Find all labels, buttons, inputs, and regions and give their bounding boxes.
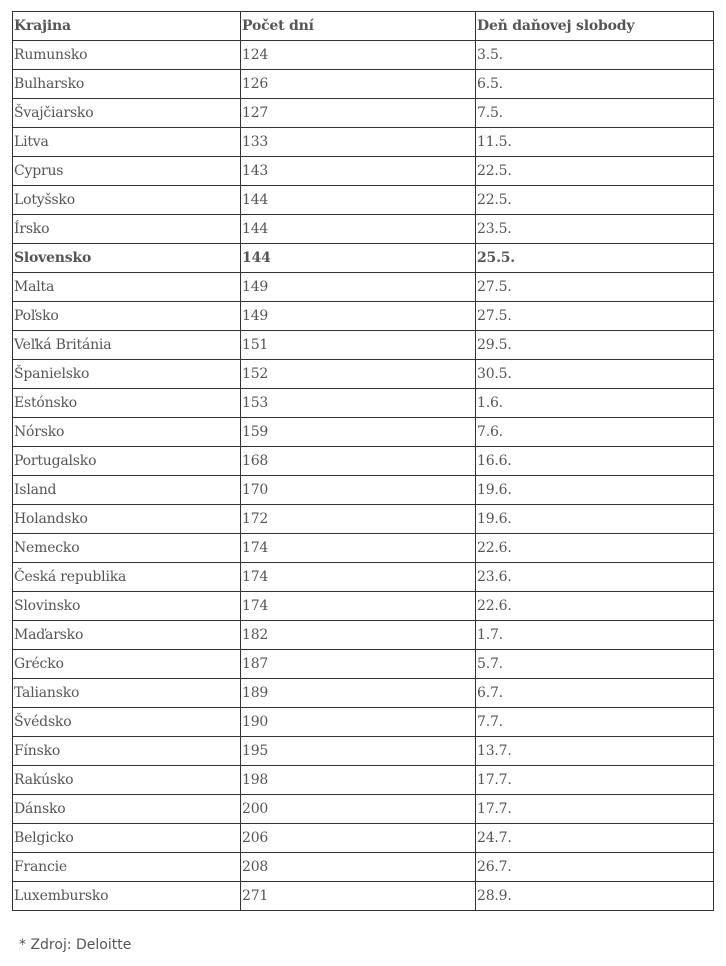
tax-freedom-day-table: [12, 11, 714, 911]
cell-days: 126: [241, 70, 476, 99]
cell-days: 198: [241, 766, 476, 795]
cell-country: Fínsko: [13, 737, 241, 766]
cell-freedom-day: 6.5.: [476, 70, 714, 99]
table-row: [13, 41, 714, 70]
cell-country: Portugalsko: [13, 447, 241, 476]
table-row: [13, 128, 714, 157]
cell-freedom-day: 7.6.: [476, 418, 714, 447]
table-row: [13, 795, 714, 824]
table-row: [13, 766, 714, 795]
cell-days: 144: [241, 186, 476, 215]
cell-days: 127: [241, 99, 476, 128]
table-row: [13, 215, 714, 244]
cell-freedom-day: 19.6.: [476, 505, 714, 534]
cell-country: Poľsko: [13, 302, 241, 331]
cell-country: Belgicko: [13, 824, 241, 853]
table-header-row: [13, 12, 714, 41]
cell-freedom-day: 11.5.: [476, 128, 714, 157]
cell-freedom-day: 22.6.: [476, 534, 714, 563]
cell-days: 174: [241, 534, 476, 563]
cell-days: 271: [241, 882, 476, 911]
cell-country: Luxembursko: [13, 882, 241, 911]
table-row: [13, 563, 714, 592]
cell-freedom-day: 26.7.: [476, 853, 714, 882]
cell-country: Island: [13, 476, 241, 505]
cell-days: 195: [241, 737, 476, 766]
cell-days: 206: [241, 824, 476, 853]
cell-days: 133: [241, 128, 476, 157]
table-row: [13, 824, 714, 853]
cell-country: Cyprus: [13, 157, 241, 186]
cell-country: Estónsko: [13, 389, 241, 418]
cell-days: 174: [241, 592, 476, 621]
cell-freedom-day: 1.7.: [476, 621, 714, 650]
cell-country: Litva: [13, 128, 241, 157]
cell-country: Švajčiarsko: [13, 99, 241, 128]
table-row: [13, 273, 714, 302]
table-row: [13, 244, 714, 273]
cell-country: Nemecko: [13, 534, 241, 563]
table-row: [13, 737, 714, 766]
cell-days: 124: [241, 41, 476, 70]
cell-freedom-day: 22.5.: [476, 186, 714, 215]
cell-freedom-day: 13.7.: [476, 737, 714, 766]
cell-days: 149: [241, 273, 476, 302]
cell-freedom-day: 6.7.: [476, 679, 714, 708]
cell-freedom-day: 27.5.: [476, 302, 714, 331]
cell-days: 189: [241, 679, 476, 708]
cell-freedom-day: 19.6.: [476, 476, 714, 505]
cell-days: 149: [241, 302, 476, 331]
cell-freedom-day: 16.6.: [476, 447, 714, 476]
cell-freedom-day: 1.6.: [476, 389, 714, 418]
cell-freedom-day: 22.5.: [476, 157, 714, 186]
cell-country: Dánsko: [13, 795, 241, 824]
table-row: [13, 331, 714, 360]
table-body: [13, 41, 714, 911]
table-row: [13, 418, 714, 447]
cell-country: Taliansko: [13, 679, 241, 708]
header-days: Počet dní: [241, 12, 476, 41]
cell-freedom-day: 28.9.: [476, 882, 714, 911]
cell-freedom-day: 17.7.: [476, 766, 714, 795]
cell-days: 190: [241, 708, 476, 737]
cell-days: 187: [241, 650, 476, 679]
table-row: [13, 70, 714, 99]
cell-freedom-day: 5.7.: [476, 650, 714, 679]
cell-country: Bulharsko: [13, 70, 241, 99]
cell-freedom-day: 24.7.: [476, 824, 714, 853]
cell-country: Holandsko: [13, 505, 241, 534]
cell-freedom-day: 7.7.: [476, 708, 714, 737]
table-row: [13, 157, 714, 186]
table-row: [13, 650, 714, 679]
header-country: Krajina: [13, 12, 241, 41]
cell-country: Švédsko: [13, 708, 241, 737]
cell-days: 168: [241, 447, 476, 476]
table-row: [13, 708, 714, 737]
cell-country: Španielsko: [13, 360, 241, 389]
cell-freedom-day: 17.7.: [476, 795, 714, 824]
cell-days: 182: [241, 621, 476, 650]
cell-freedom-day: 30.5.: [476, 360, 714, 389]
cell-freedom-day: 22.6.: [476, 592, 714, 621]
cell-days: 143: [241, 157, 476, 186]
cell-country: Maďarsko: [13, 621, 241, 650]
table-row: [13, 99, 714, 128]
table-row: [13, 389, 714, 418]
table-row: [13, 186, 714, 215]
cell-days: 144: [241, 244, 476, 273]
table-row: [13, 360, 714, 389]
cell-country: Česká republika: [13, 563, 241, 592]
cell-country: Nórsko: [13, 418, 241, 447]
cell-days: 159: [241, 418, 476, 447]
header-freedom-day: Deň daňovej slobody: [476, 12, 714, 41]
table-row: [13, 534, 714, 563]
cell-country: Írsko: [13, 215, 241, 244]
cell-days: 170: [241, 476, 476, 505]
table-row: [13, 476, 714, 505]
cell-freedom-day: 23.5.: [476, 215, 714, 244]
table-row: [13, 679, 714, 708]
cell-country: Lotyšsko: [13, 186, 241, 215]
cell-freedom-day: 3.5.: [476, 41, 714, 70]
source-footnote: * Zdroj: Deloitte: [19, 937, 132, 953]
cell-country: Slovinsko: [13, 592, 241, 621]
cell-days: 208: [241, 853, 476, 882]
cell-days: 200: [241, 795, 476, 824]
cell-freedom-day: 27.5.: [476, 273, 714, 302]
cell-country: Veľká Británia: [13, 331, 241, 360]
cell-days: 144: [241, 215, 476, 244]
cell-freedom-day: 7.5.: [476, 99, 714, 128]
table-row: [13, 505, 714, 534]
cell-days: 152: [241, 360, 476, 389]
cell-freedom-day: 25.5.: [476, 244, 714, 273]
cell-country: Rakúsko: [13, 766, 241, 795]
cell-freedom-day: 29.5.: [476, 331, 714, 360]
cell-days: 153: [241, 389, 476, 418]
table-row: [13, 882, 714, 911]
cell-country: Rumunsko: [13, 41, 241, 70]
table-row: [13, 447, 714, 476]
cell-days: 151: [241, 331, 476, 360]
table-row: [13, 302, 714, 331]
cell-country: Slovensko: [13, 244, 241, 273]
table-row: [13, 621, 714, 650]
cell-freedom-day: 23.6.: [476, 563, 714, 592]
table-row: [13, 592, 714, 621]
cell-country: Grécko: [13, 650, 241, 679]
cell-country: Francie: [13, 853, 241, 882]
table-row: [13, 853, 714, 882]
cell-country: Malta: [13, 273, 241, 302]
cell-days: 172: [241, 505, 476, 534]
cell-days: 174: [241, 563, 476, 592]
